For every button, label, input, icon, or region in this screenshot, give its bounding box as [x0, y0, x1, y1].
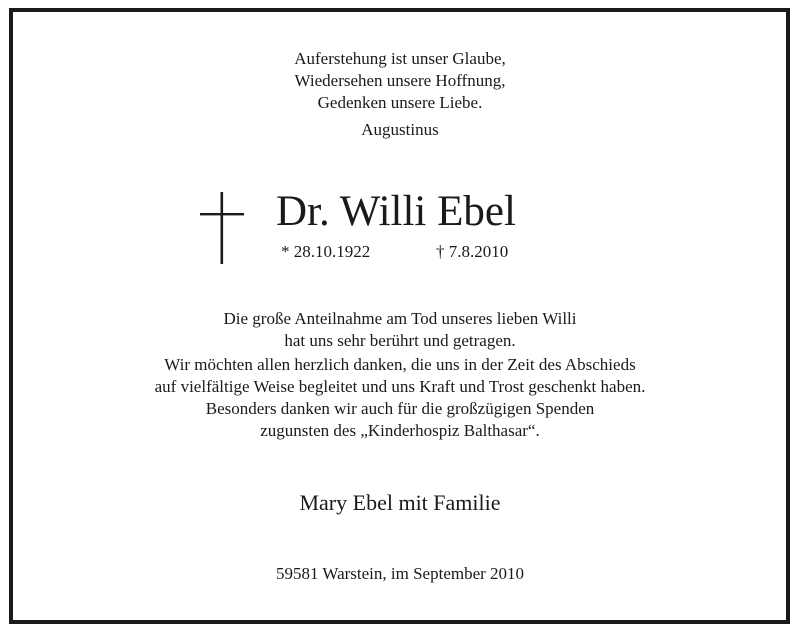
motto-line: Auferstehung ist unser Glaube, — [294, 49, 506, 68]
message-line: hat uns sehr berührt und getragen. — [284, 331, 516, 350]
message-line: zugunsten des „Kinderhospiz Balthasar“. — [260, 421, 540, 440]
birth-date: * 28.10.1922 — [281, 242, 371, 261]
motto-line: Gedenken unsere Liebe. — [317, 93, 483, 112]
motto-quote — [0, 48, 800, 141]
message-paragraph — [0, 308, 800, 352]
message-paragraph — [0, 354, 800, 442]
motto-author: Augustinus — [361, 120, 439, 139]
family-signature: Mary Ebel mit Familie — [299, 490, 501, 515]
message-line: auf vielfältige Weise begleitet und uns Kraft und Trost geschenkt haben. — [154, 377, 646, 396]
message-line: Besonders danken wir auch für die großzügigen Spenden — [205, 399, 595, 418]
motto-line: Wiedersehen unsere Hoffnung, — [294, 71, 506, 90]
message-line: Wir möchten allen herzlich danken, die uns in der Zeit des Abschieds — [164, 355, 636, 374]
place-and-date: 59581 Warstein, im September 2010 — [275, 564, 525, 583]
death-date: † 7.8.2010 — [436, 242, 509, 261]
thanks-message — [0, 308, 800, 442]
cross-icon — [200, 192, 244, 264]
deceased-name: Dr. Willi Ebel — [276, 188, 516, 235]
message-line: Die große Anteilnahme am Tod unseres lieben Willi — [223, 309, 577, 328]
